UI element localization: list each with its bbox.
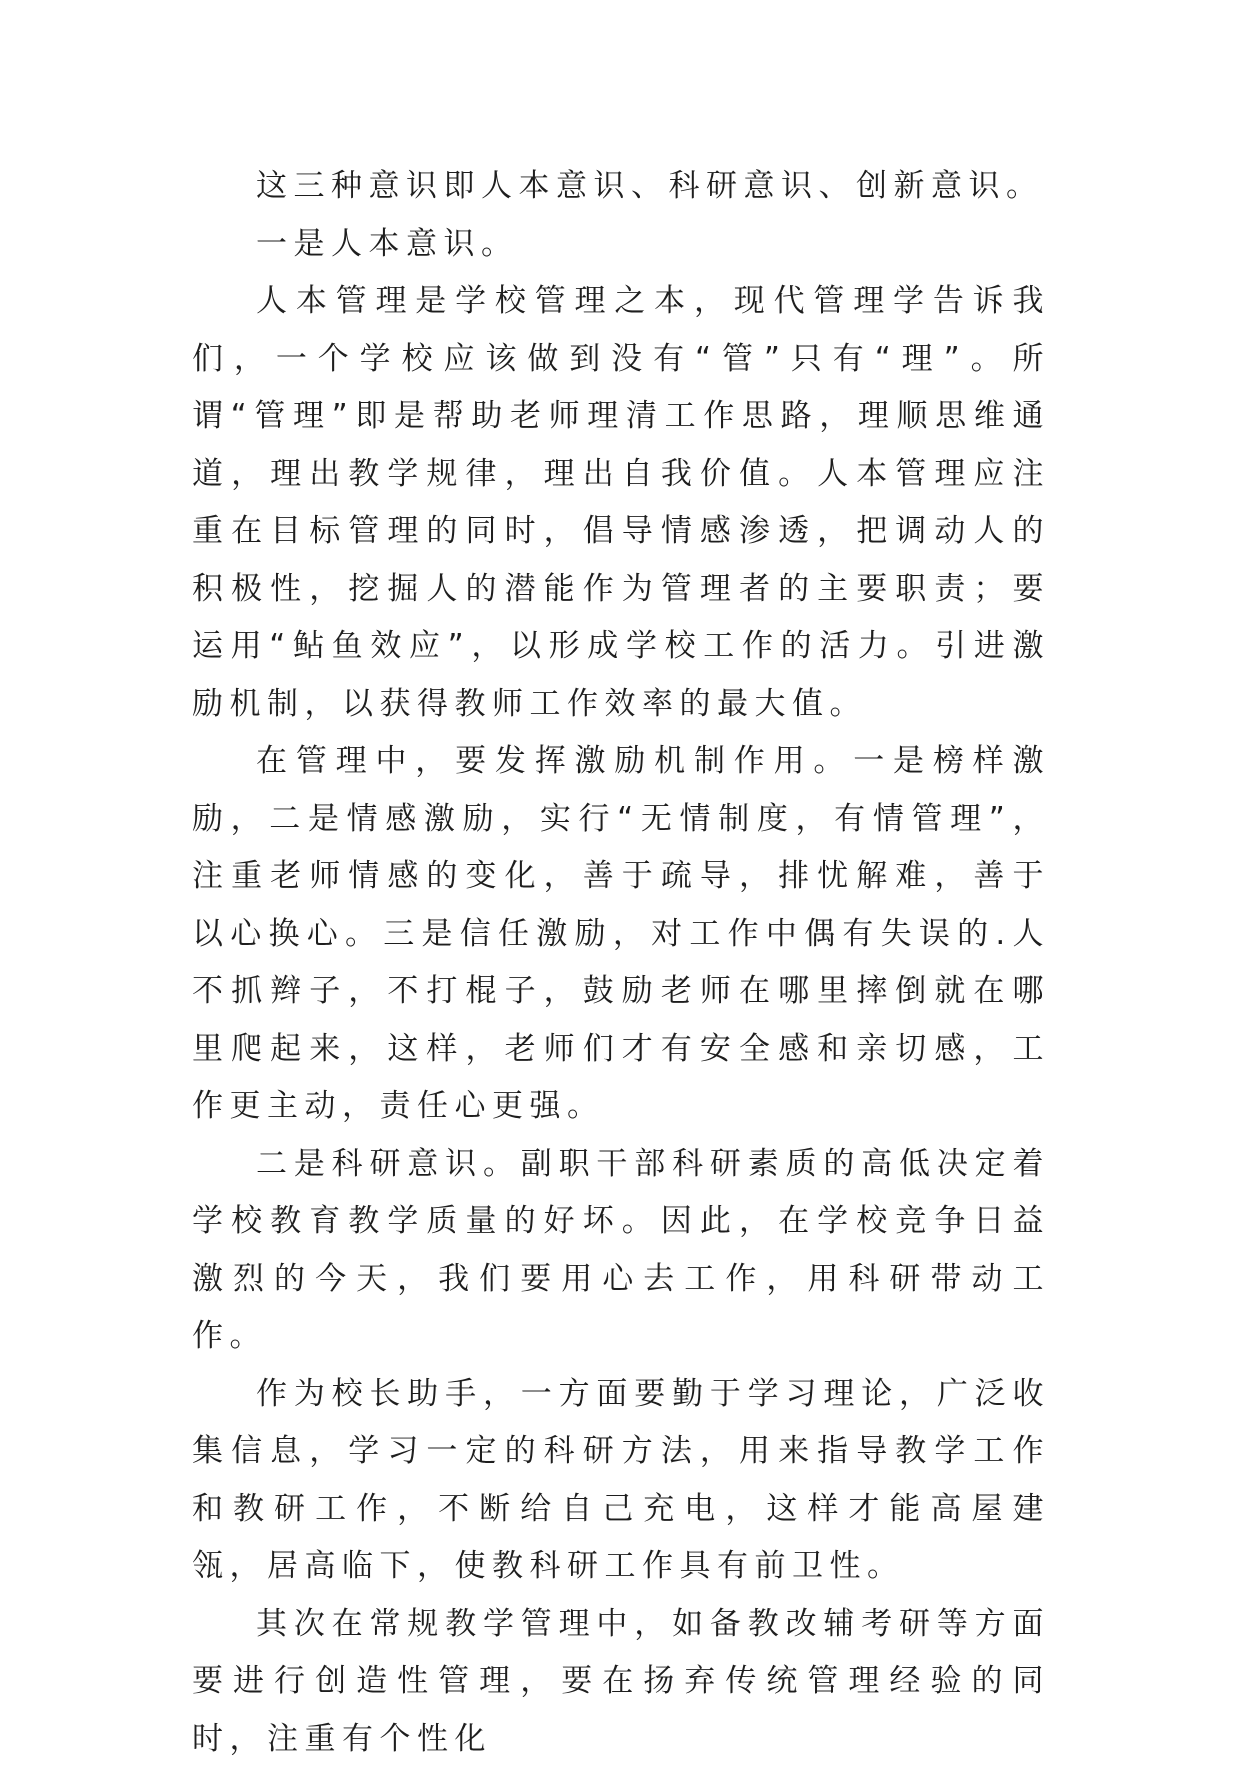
- paragraph-humanistic-heading: 一是人本意识。: [192, 216, 1050, 274]
- paragraph-routine-management: 其次在常规教学管理中，如备教改辅考研等方面要进行创造性管理，要在扬弃传统管理经验的同时，注重有个性化: [192, 1596, 1050, 1768]
- document-body: [192, 158, 1050, 1768]
- paragraph-humanistic-management: 人本管理是学校管理之本，现代管理学告诉我们，一个学校应该做到没有“管”只有“理”。所谓“管理”即是帮助老师理清工作思路，理顺思维通道，理出教学规律，理出自我价值。人本管理应注重在目标管理的同时，倡导情感渗透，把调动人的积极性，挖掘人的潜能作为管理者的主要职责；要运用“鲇鱼效应”，以形成学校工作的活力。引进激励机制，以获得教师工作效率的最大值。: [192, 273, 1050, 733]
- paragraph-three-awareness: 这三种意识即人本意识、科研意识、创新意识。: [192, 158, 1050, 216]
- paragraph-incentive-mechanism: 在管理中，要发挥激励机制作用。一是榜样激励，二是情感激励，实行“无情制度，有情管理”，注重老师情感的变化，善于疏导，排忧解难，善于以心换心。三是信任激励，对工作中偶有失误的.人不抓辫子，不打棍子，鼓励老师在哪里摔倒就在哪里爬起来，这样，老师们才有安全感和亲切感，工作更主动，责任心更强。: [192, 733, 1050, 1136]
- paragraph-research-awareness: 二是科研意识。副职干部科研素质的高低决定着学校教育教学质量的好坏。因此，在学校竞争日益激烈的今天，我们要用心去工作，用科研带动工作。: [192, 1136, 1050, 1366]
- paragraph-principal-assistant: 作为校长助手，一方面要勤于学习理论，广泛收集信息，学习一定的科研方法，用来指导教学工作和教研工作，不断给自己充电，这样才能高屋建瓴，居高临下，使教科研工作具有前卫性。: [192, 1366, 1050, 1596]
